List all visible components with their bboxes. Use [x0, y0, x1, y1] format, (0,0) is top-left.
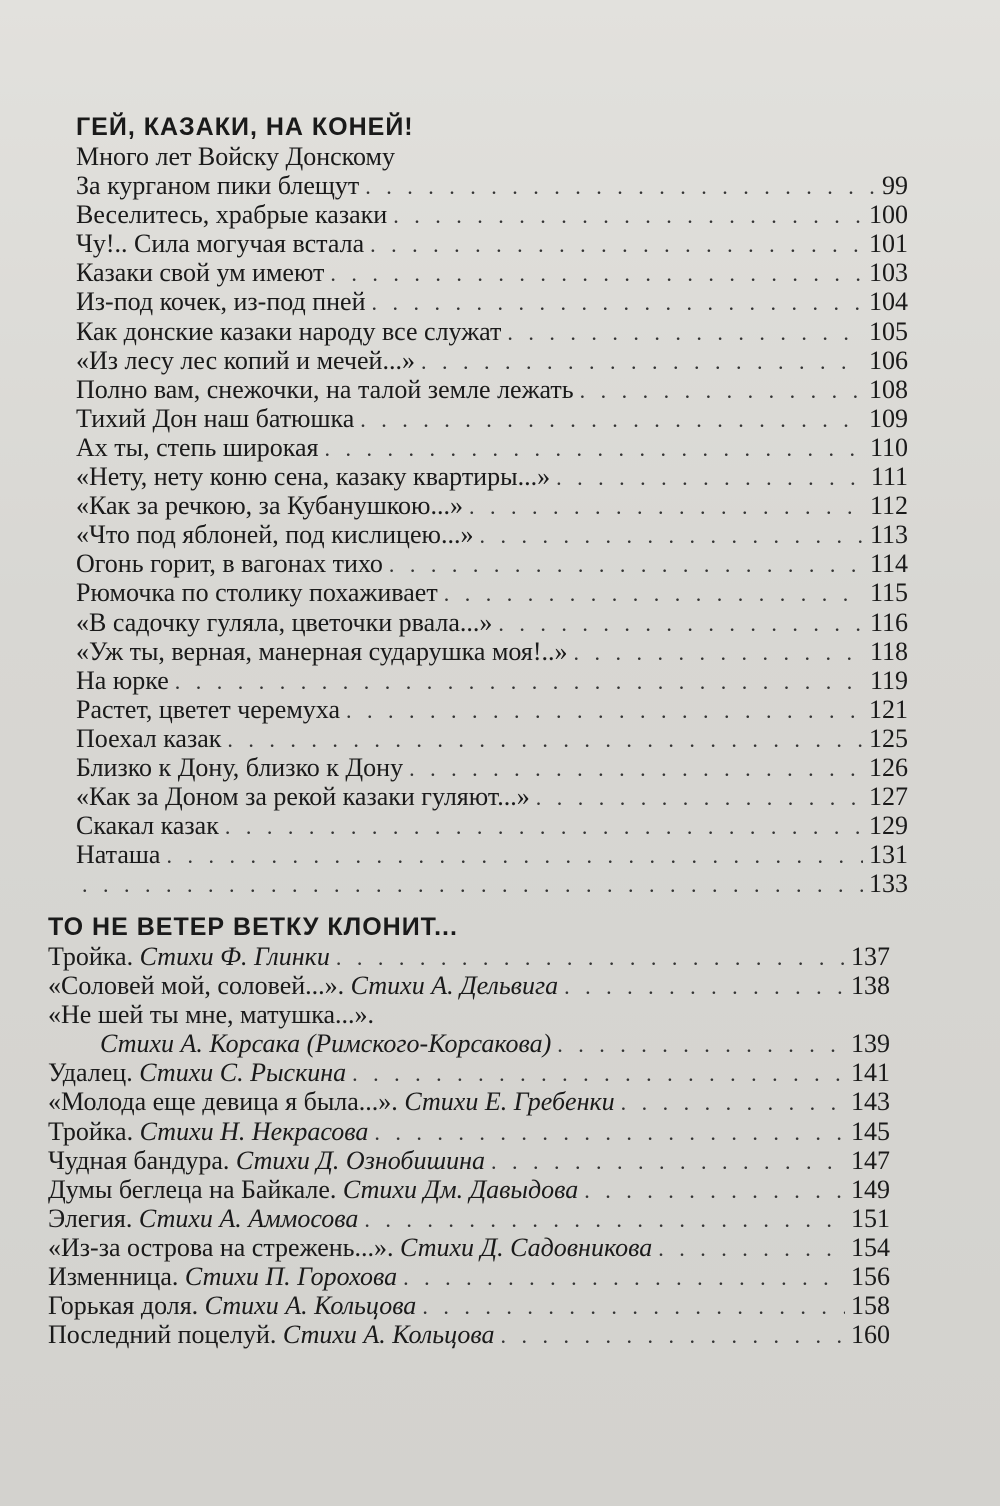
toc-entry[interactable] [48, 971, 890, 1000]
entry-page-number: 101 [869, 229, 908, 259]
entry-author: Стихи А. Дельвига [350, 971, 559, 1001]
dot-leader [498, 609, 864, 638]
entry-title [76, 258, 324, 287]
toc-entry[interactable] [48, 1291, 890, 1320]
entry-title-text: Чу!.. Сила могучая встала [76, 229, 365, 259]
entry-title [76, 578, 438, 607]
entry-author: Стихи Н. Некрасова [139, 1116, 369, 1146]
entry-title [48, 1204, 358, 1233]
entry-page-number: 147 [851, 1145, 890, 1175]
dot-leader [225, 812, 863, 841]
entry-title-text: Горькая доля. [48, 1291, 205, 1321]
entry-title-text: Тройка. [48, 942, 140, 971]
dot-leader [372, 288, 863, 317]
entry-title [76, 375, 574, 404]
entry-title [76, 491, 463, 520]
dot-leader [393, 201, 863, 230]
dot-leader [444, 579, 864, 608]
entry-title [76, 171, 359, 200]
toc-entry[interactable] [48, 1320, 890, 1349]
dot-leader [166, 841, 863, 870]
entry-page-number: 141 [851, 1058, 890, 1088]
entry-title [76, 724, 221, 753]
entry-author: Стихи А. Кольцова [204, 1291, 417, 1321]
toc-entry[interactable] [48, 1262, 890, 1291]
dot-leader [325, 434, 864, 463]
toc-entry[interactable] [48, 1146, 890, 1175]
entry-title [76, 608, 492, 637]
toc-entry[interactable] [76, 637, 908, 666]
dot-leader [409, 754, 863, 783]
toc-entry[interactable] [76, 287, 908, 316]
toc-entry[interactable] [48, 942, 890, 971]
entry-page-number: 110 [869, 432, 908, 462]
entry-title-text: «Соловей мой, соловей...». [48, 971, 351, 1001]
toc-entry[interactable] [76, 520, 908, 549]
dot-leader [364, 1205, 845, 1234]
entry-title [76, 549, 383, 578]
entry-title [48, 1000, 374, 1029]
entry-title-text: «Как за речкою, за Кубанушкою...» [76, 491, 463, 521]
entry-page-number: 121 [869, 694, 908, 724]
entry-page-number: 108 [869, 374, 908, 404]
toc-entry[interactable] [76, 869, 908, 898]
entry-title [76, 695, 340, 724]
entry-page-number: 112 [869, 491, 908, 521]
entry-title-text: Поехал казак [76, 723, 222, 753]
entry-page-number: 154 [851, 1232, 890, 1262]
entry-title-text: Тройка. [48, 1116, 140, 1146]
entry-page-number: 151 [851, 1203, 890, 1233]
entry-title-text: Огонь горит, в вагонах тихо [76, 549, 383, 579]
entry-title [76, 200, 387, 229]
entry-page-number: 100 [869, 200, 908, 230]
toc-entry[interactable] [48, 1204, 890, 1233]
toc-entry[interactable] [76, 258, 908, 287]
entry-title [76, 666, 169, 695]
dot-leader [479, 521, 864, 550]
entry-page-number: 158 [851, 1291, 890, 1321]
entry-title-text: Казаки свой ум имеют [76, 258, 325, 288]
entry-page-number: 145 [851, 1116, 890, 1146]
toc-entry[interactable] [76, 375, 908, 404]
entry-title-text: Растет, цветет черемуха [76, 694, 340, 724]
toc-entry[interactable] [76, 433, 908, 462]
entry-title-text: Рюмочка по столику похаживает [76, 578, 438, 608]
toc-entry[interactable] [76, 346, 908, 375]
entry-page-number: 127 [869, 782, 908, 812]
entry-author: Стихи Дм. Давыдова [342, 1174, 579, 1204]
toc-entry[interactable] [48, 1087, 890, 1116]
entry-author: Стихи Ф. Глинки [139, 942, 330, 971]
entry-title-text: «Уж ты, верная, манерная сударушка моя!..» [76, 636, 568, 666]
entry-title-text: Последний поцелуй. [48, 1320, 283, 1350]
dot-leader [574, 638, 864, 667]
entry-title-text: Как донские казаки народу все служат [76, 316, 502, 346]
dot-leader [389, 550, 864, 579]
entry-title [48, 1146, 485, 1175]
entry-page-number: 99 [882, 171, 908, 201]
toc-entries [76, 142, 908, 898]
entry-page-number: 156 [851, 1262, 890, 1292]
dot-leader [491, 1147, 845, 1176]
entry-title [48, 1175, 578, 1204]
toc-entry[interactable] [48, 1175, 890, 1204]
dot-leader [501, 1321, 845, 1350]
toc-entry[interactable] [76, 753, 908, 782]
dot-leader [564, 972, 845, 1001]
dot-leader [584, 1176, 845, 1205]
entry-page-number: 119 [869, 665, 908, 695]
entry-title [76, 637, 568, 666]
entry-page-number: 109 [869, 403, 908, 433]
entry-page-number: 113 [869, 520, 908, 550]
toc-entries [48, 942, 890, 1349]
toc-entry[interactable] [76, 549, 908, 578]
entry-title [76, 811, 219, 840]
dot-leader [360, 405, 863, 434]
entry-page-number: 137 [851, 942, 890, 971]
entry-page-number: 133 [869, 869, 908, 899]
entry-title-text: Много лет Войску Донскому [76, 142, 395, 171]
dot-leader [330, 259, 863, 288]
entry-title-text: Ах ты, степь широкая [76, 432, 319, 462]
entry-title-text: Элегия. [48, 1203, 139, 1233]
entry-title-text: «Как за Доном за рекой казаки гуляют...» [76, 782, 530, 812]
entry-title [48, 1087, 615, 1116]
toc-entry[interactable] [76, 811, 908, 840]
entry-author: Стихи Д. Ознобишина [235, 1145, 486, 1175]
entry-title [48, 1233, 652, 1262]
entry-author: Стихи А. Корсака (Римского-Корсакова) [100, 1029, 552, 1059]
toc-entry[interactable] [76, 462, 908, 491]
entry-author: Стихи Д. Садовникова [400, 1232, 653, 1262]
entry-author: Стихи П. Горохова [184, 1262, 398, 1292]
entry-title [76, 782, 530, 811]
dot-leader [370, 230, 863, 259]
entry-title-text: «Молода еще девица я была...». [48, 1087, 405, 1117]
entry-title-text: За курганом пики блещут [76, 171, 360, 201]
dot-leader [658, 1234, 845, 1263]
toc-entry[interactable] [76, 724, 908, 753]
entry-title-text: «Нету, нету коню сена, казаку квартиры...» [76, 462, 551, 492]
dot-leader [403, 1263, 845, 1292]
dot-leader [507, 318, 863, 347]
entry-title [76, 346, 415, 375]
dot-leader [422, 1292, 845, 1321]
entry-title [76, 840, 160, 869]
entry-title [48, 1320, 495, 1349]
toc-entry[interactable] [76, 608, 908, 637]
entry-title-text: Изменница. [48, 1262, 185, 1292]
entry-title-text: Из-под кочек, из-под пней [76, 287, 366, 317]
toc-entry[interactable] [76, 491, 908, 520]
dot-leader [175, 667, 864, 696]
entry-page-number: 105 [869, 316, 908, 346]
entry-page-number: 106 [869, 345, 908, 375]
toc-entry[interactable] [76, 782, 908, 811]
entry-page-number: 149 [851, 1174, 890, 1204]
dot-leader [536, 783, 863, 812]
entry-title [48, 1291, 416, 1320]
entry-author: Стихи С. Рыскина [139, 1058, 347, 1088]
entry-title-text: Удалец. [48, 1058, 140, 1088]
entry-title-text: «Из лесу лес копий и мечей...» [76, 345, 415, 375]
entry-page-number: 118 [869, 636, 908, 666]
toc-entry[interactable] [76, 666, 908, 695]
entry-title [48, 942, 330, 971]
entry-title-text: «Не шей ты мне, матушка...». [48, 1000, 374, 1030]
toc-entry[interactable] [76, 578, 908, 607]
toc-entry[interactable] [48, 1233, 890, 1262]
dot-leader [621, 1088, 845, 1117]
entry-page-number: 115 [869, 578, 908, 608]
entry-title-text: «В садочку гуляла, цветочки рвала...» [76, 607, 493, 637]
entry-title [48, 1058, 346, 1087]
dot-leader [421, 347, 863, 376]
entry-page-number: 103 [869, 258, 908, 288]
entry-title-text: «Что под яблоней, под кислицею...» [76, 520, 474, 550]
entry-title-text: Скакал казак [76, 811, 219, 841]
toc-entry[interactable] [48, 1058, 890, 1087]
entry-title-text: Наташа [76, 840, 161, 870]
entry-title-text: Близко к Дону, близко к Дону [76, 752, 404, 782]
dot-leader [336, 943, 845, 972]
entry-title-text: Чудная бандура. [48, 1145, 236, 1175]
entry-page-number: 125 [869, 723, 908, 753]
entry-page-number: 126 [869, 752, 908, 782]
entry-title [48, 1029, 551, 1058]
entry-title [76, 317, 501, 346]
entry-page-number: 131 [869, 840, 908, 870]
toc-entry[interactable] [76, 229, 908, 258]
entry-page-number: 139 [851, 1029, 890, 1059]
entry-page-number: 114 [869, 549, 908, 579]
entry-title [76, 462, 550, 491]
dot-leader [556, 463, 865, 492]
entry-title-text: Тихий Дон наш батюшка [76, 403, 355, 433]
entry-author: Стихи А. Аммосова [138, 1203, 359, 1233]
toc-entry[interactable] [76, 695, 908, 724]
dot-leader [374, 1118, 845, 1147]
entry-title [48, 1117, 368, 1146]
toc-section [76, 112, 908, 898]
toc-entry[interactable] [76, 840, 908, 869]
entry-title [76, 287, 366, 316]
dot-leader [82, 870, 863, 899]
section-heading: ГЕЙ, КАЗАКИ, НА КОНЕЙ! [76, 113, 414, 141]
dot-leader [365, 172, 874, 201]
toc-entry[interactable] [76, 171, 908, 200]
dot-leader [352, 1059, 845, 1088]
entry-title-text: На юрке [76, 665, 169, 695]
entry-title [76, 142, 395, 171]
toc-entry[interactable] [76, 142, 908, 171]
toc-section [48, 912, 890, 1349]
entry-page-number: 116 [869, 607, 908, 637]
entry-title [76, 404, 354, 433]
dot-leader [227, 725, 863, 754]
entry-page-number: 160 [851, 1320, 890, 1350]
toc-entry[interactable] [48, 1000, 890, 1029]
toc-entry[interactable] [76, 317, 908, 346]
entry-title [76, 520, 473, 549]
toc-entry[interactable] [48, 1117, 890, 1146]
entry-title [48, 971, 558, 1000]
entry-title [76, 433, 319, 462]
entry-page-number: 138 [851, 971, 890, 1001]
toc-entry[interactable] [76, 404, 908, 433]
dot-leader [346, 696, 863, 725]
entry-page-number: 129 [869, 811, 908, 841]
entry-title-text: Веселитесь, храбрые казаки [76, 200, 388, 230]
dot-leader [469, 492, 864, 521]
entry-page-number: 143 [851, 1087, 890, 1117]
toc-entry[interactable] [76, 200, 908, 229]
entry-title-text: «Из-за острова на стрежень...». [48, 1232, 401, 1262]
entry-page-number: 111 [870, 462, 908, 492]
dot-leader [580, 376, 863, 405]
entry-title [76, 753, 403, 782]
toc-entry[interactable] [48, 1029, 890, 1058]
entry-title-text: Полно вам, снежочки, на талой земле лежать [76, 374, 574, 404]
entry-author: Стихи Е. Гребенки [404, 1087, 615, 1117]
section-heading: ТО НЕ ВЕТЕР ВЕТКУ КЛОНИТ... [48, 913, 458, 941]
entry-title [76, 229, 364, 258]
entry-author: Стихи А. Кольцова [282, 1320, 495, 1350]
entry-page-number: 104 [869, 287, 908, 317]
entry-title-text: Думы беглеца на Байкале. [48, 1174, 343, 1204]
entry-title [48, 1262, 397, 1291]
dot-leader [557, 1030, 845, 1059]
